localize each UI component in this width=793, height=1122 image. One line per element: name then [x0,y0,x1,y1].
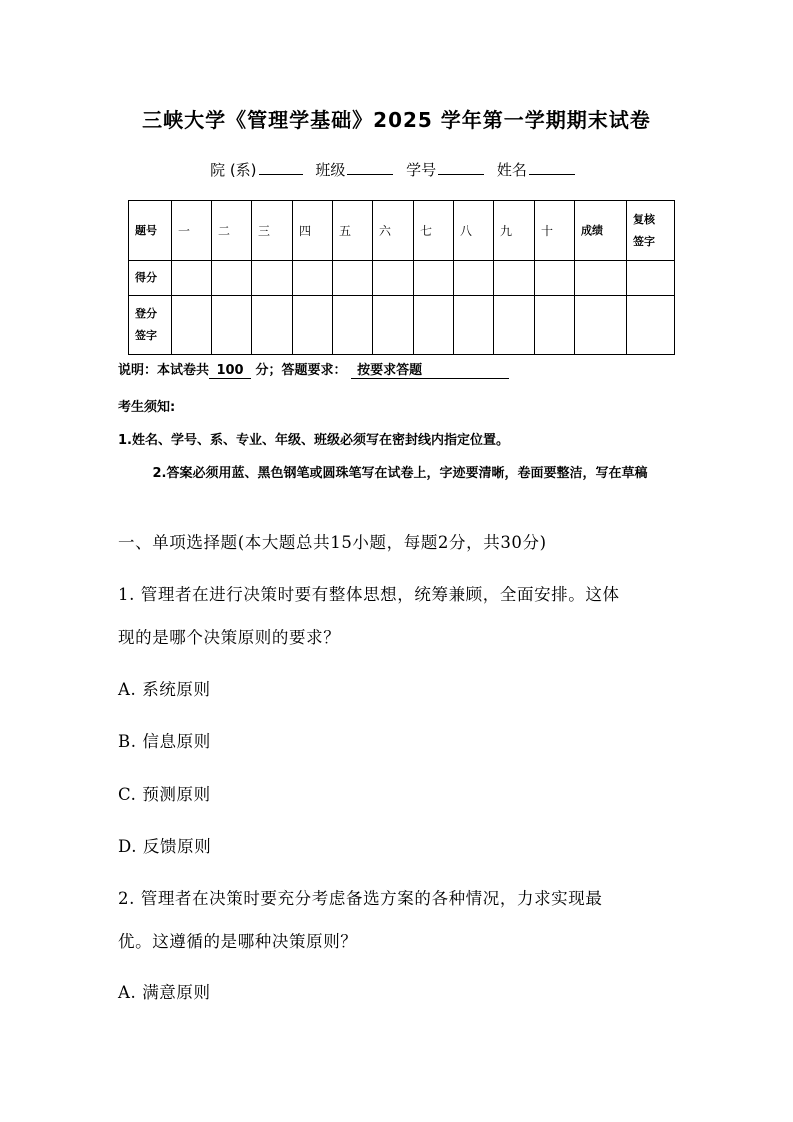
total-score: 100 [209,363,251,379]
student-info-line [0,159,793,180]
signature-cell[interactable] [414,296,454,355]
col-header-1: 一 [172,201,212,261]
score-cell[interactable] [575,261,627,296]
score-cell[interactable] [252,261,293,296]
col-header-reviewer [627,201,675,261]
col-header-6: 六 [373,201,414,261]
class-label: 班级 [315,161,346,179]
notice-heading: 考生须知: [118,400,176,415]
signature-cell[interactable] [333,296,373,355]
signature-cell[interactable] [293,296,333,355]
score-cell[interactable] [212,261,252,296]
col-header-9: 九 [494,201,535,261]
question-1-option-d[interactable]: D. 反馈原则 [118,837,212,856]
question-1-option-b[interactable]: B. 信息原则 [118,732,211,751]
row-header-score: 得分 [129,261,172,296]
col-header-2: 二 [212,201,252,261]
question-1-option-c[interactable]: C. 预测原则 [118,785,211,804]
signature-cell[interactable] [575,296,627,355]
score-cell[interactable] [627,261,675,296]
question-number-row [129,201,675,261]
signature-cell[interactable] [373,296,414,355]
signature-cell[interactable] [494,296,535,355]
question-2-line-2: 优。这遵循的是哪种决策原则？ [118,932,358,951]
signature-cell[interactable] [172,296,212,355]
student-id-blank[interactable] [438,160,484,175]
score-table [128,200,675,355]
score-cell[interactable] [494,261,535,296]
col-header-reviewer-text: 复核签字 [633,212,655,248]
score-cell[interactable] [373,261,414,296]
row-header-question-number: 题号 [129,201,172,261]
note-middle: 分；答题要求： [255,363,347,378]
score-cell[interactable] [535,261,575,296]
question-1-line-1: 1. 管理者在进行决策时要有整体思想，统筹兼顾，全面安排。这体 [118,585,620,604]
note-prefix: 说明：本试卷共 [118,363,210,378]
col-header-10: 十 [535,201,575,261]
score-cell[interactable] [293,261,333,296]
answer-requirement: 按要求答题 [351,359,509,379]
name-blank[interactable] [529,160,575,175]
col-header-5: 五 [333,201,373,261]
notice-rule-1: 1.姓名、学号、系、专业、年级、班级必须写在密封线内指定位置。 [118,433,509,448]
col-header-3: 三 [252,201,293,261]
department-blank[interactable] [259,160,303,175]
question-2-option-a[interactable]: A. 满意原则 [118,983,211,1002]
score-cell[interactable] [454,261,494,296]
signature-cell[interactable] [535,296,575,355]
col-header-4: 四 [293,201,333,261]
signature-cell[interactable] [252,296,293,355]
question-2-line-1: 2. 管理者在决策时要充分考虑备选方案的各种情况，力求实现最 [118,889,603,908]
student-id-label: 学号 [406,161,437,179]
question-1-line-2: 现的是哪个决策原则的要求？ [118,628,341,647]
notice-rule-2: 2.答案必须用蓝、黑色钢笔或圆珠笔写在试卷上，字迹要清晰，卷面要整洁，写在草稿 [152,466,648,481]
department-label: 院 (系) [210,161,257,179]
col-header-7: 七 [414,201,454,261]
score-row [129,261,675,296]
signature-row [129,296,675,355]
col-header-8: 八 [454,201,494,261]
name-label: 姓名 [496,161,527,179]
score-cell[interactable] [172,261,212,296]
question-1-option-a[interactable]: A. 系统原则 [118,680,211,699]
signature-cell[interactable] [454,296,494,355]
exam-title: 三峡大学《管理学基础》2025 学年第一学期期末试卷 [142,108,651,132]
class-blank[interactable] [347,160,393,175]
exam-note [118,359,509,379]
section-heading: 一、单项选择题(本大题总共15小题，每题2分，共30分) [118,533,547,552]
signature-cell[interactable] [212,296,252,355]
row-header-signature-text: 登分签字 [135,307,157,342]
score-cell[interactable] [333,261,373,296]
score-cell[interactable] [414,261,454,296]
row-header-signature [129,296,172,355]
signature-cell[interactable] [627,296,675,355]
col-header-total: 成绩 [575,201,627,261]
